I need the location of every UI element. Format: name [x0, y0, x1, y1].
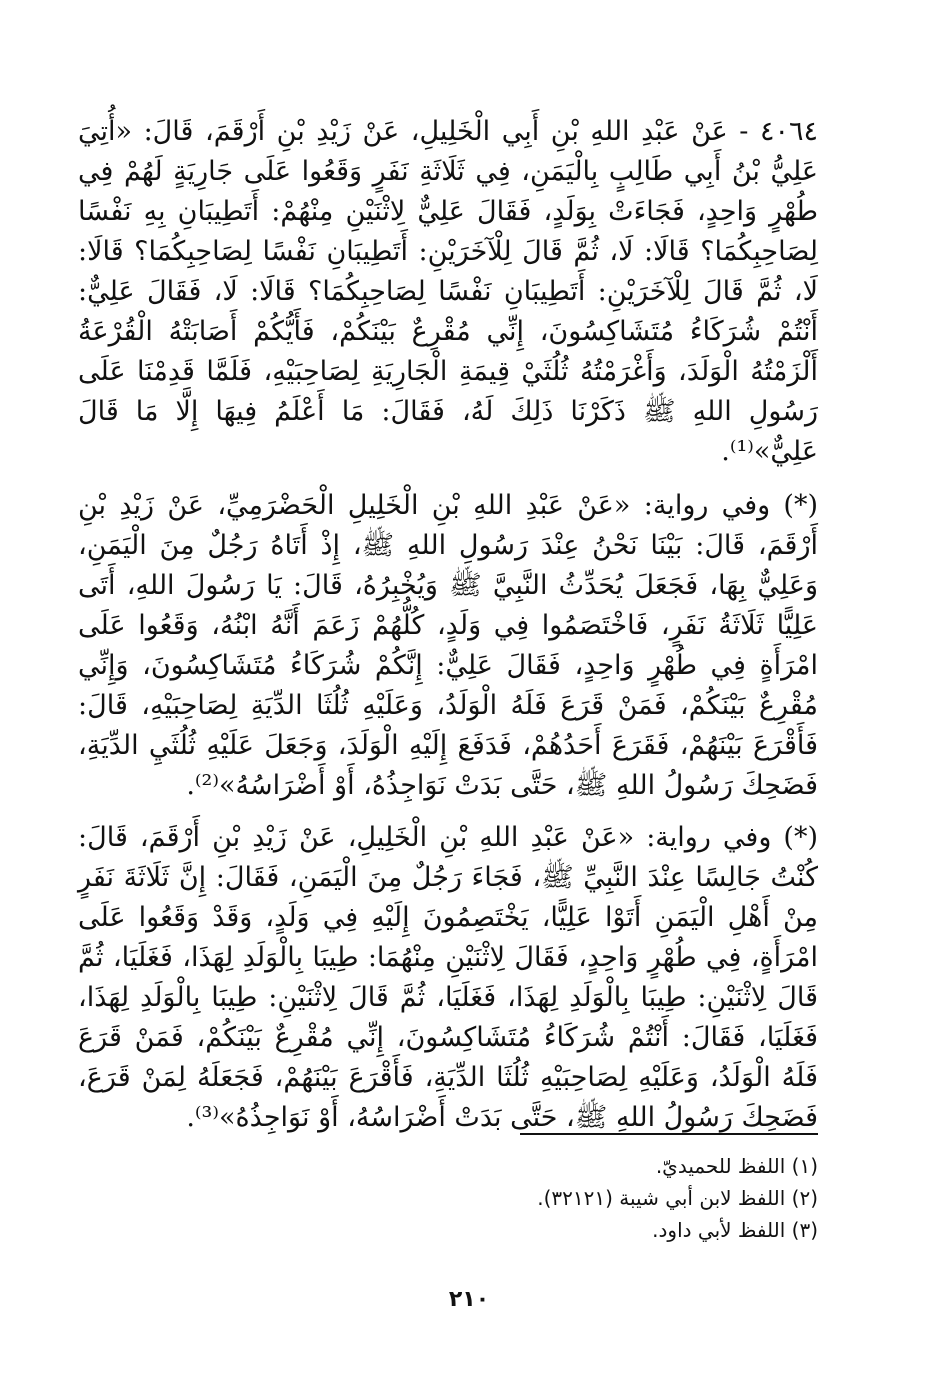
narration-paragraph-2: (*) وفي رواية: «عَنْ عَبْدِ اللهِ بْنِ الْخَلِيلِ الْحَضْرَمِيِّ، عَنْ زَيْدِ بْنِ أَرْقَمَ، قَالَ: بَيْنَا نَحْنُ عِنْدَ رَسُولِ اللهِ ﷺ، إِذْ أَتَاهُ رَجُلٌ مِنَ الْيَمَنِ، وَعَلِيٌّ بِهَا، فَجَعَلَ يُحَدِّثُ النَّبِيَّ ﷺ وَيُخْبِرُهُ، قَالَ: يَا رَسُولَ اللهِ، أَتَى عَلِيًّا ثَلَاثَةُ نَفَرٍ، فَاخْتَصَمُوا فِي وَلَدٍ، كُلُّهُمْ زَعَمَ أَنَّهُ ابْنُهُ، وَقَعُوا عَلَى امْرَأَةٍ فِي طُهْرٍ وَاحِدٍ، فَقَالَ عَلِيٌّ: إِنَّكُمْ شُرَكَاءُ مُتَشَاكِسُونَ، وَإِنِّي مُقْرِعٌ بَيْنَكُمْ، فَمَنْ قَرَعَ فَلَهُ الْوَلَدُ، وَعَلَيْهِ ثُلُثَا الدِّيَةِ لِصَاحِبَيْهِ، قَالَ: فَأَقْرَعَ بَيْنَهُمْ، فَقَرَعَ أَحَدُهُمْ، فَدَفَعَ إِلَيْهِ الْوَلَدَ، وَجَعَلَ عَلَيْهِ ثُلُثَيِ الدِّيَةِ، فَضَحِكَ رَسُولُ اللهِ ﷺ، حَتَّى بَدَتْ نَوَاجِذُهُ، أَوْ أَضْرَاسُهُ»⁽²⁾. [78, 490, 818, 801]
hadith-main-paragraph: ٤٠٦٤ - عَنْ عَبْدِ اللهِ بْنِ أَبِي الْخَلِيلِ، عَنْ زَيْدِ بْنِ أَرْقَمَ، قَالَ: «أُتِيَ عَلِيُّ بْنُ أَبِي طَالِبٍ بِالْيَمَنِ، فِي ثَلَاثَةِ نَفَرٍ وَقَعُوا عَلَى جَارِيَةٍ لَهُمْ فِي طُهْرٍ وَاحِدٍ، فَجَاءَتْ بِوَلَدٍ، فَقَالَ عَلِيٌّ لِاثْنَيْنِ مِنْهُمْ: أَتَطِيبَانِ بِهِ نَفْسًا لِصَاحِبِكُمَا؟ قَالَا: لَا، ثُمَّ قَالَ لِلْآخَرَيْنِ: أَتَطِيبَانِ نَفْسًا لِصَاحِبِكُمَا؟ قَالَا: لَا، ثُمَّ قَالَ لِلْآخَرَيْنِ: أَتَطِيبَانِ نَفْسًا لِصَاحِبِكُمَا؟ قَالَا: لَا، فَقَالَ عَلِيٌّ: أَنْتُمْ شُرَكَاءُ مُتَشَاكِسُونَ، إِنِّي مُقْرِعٌ بَيْنَكُمْ، فَأَيُّكُمْ أَصَابَتْهُ الْقُرْعَةُ أَلْزَمْتُهُ الْوَلَدَ، وَأَغْرَمْتُهُ ثُلُثَيْ قِيمَةِ الْجَارِيَةِ لِصَاحِبَيْهِ، فَلَمَّا قَدِمْنَا عَلَى رَسُولِ اللهِ ﷺ ذَكَرْنَا ذَلِكَ لَهُ، فَقَالَ: مَا أَعْلَمُ فِيهَا إِلَّا مَا قَالَ عَلِيٌّ»⁽¹⁾. [78, 116, 819, 467]
footnotes [78, 1150, 818, 1246]
footnote-divider [520, 1133, 818, 1135]
narration-paragraph-3: (*) وفي رواية: «عَنْ عَبْدِ اللهِ بْنِ الْخَلِيلِ، عَنْ زَيْدِ بْنِ أَرْقَمَ، قَالَ: كُنْتُ جَالِسًا عِنْدَ النَّبِيِّ ﷺ، فَجَاءَ رَجُلٌ مِنَ الْيَمَنِ، فَقَالَ: إِنَّ ثَلَاثَةَ نَفَرٍ مِنْ أَهْلِ الْيَمَنِ أَتَوْا عَلِيًّا، يَخْتَصِمُونَ إِلَيْهِ فِي وَلَدٍ، وَقَدْ وَقَعُوا عَلَى امْرَأَةٍ، فِي طُهْرٍ وَاحِدٍ، فَقَالَ لِاثْنَيْنِ مِنْهُمَا: طِيبَا بِالْوَلَدِ لِهَذَا، فَغَلَيَا، ثُمَّ قَالَ لِاثْنَيْنِ: طِيبَا بِالْوَلَدِ لِهَذَا، فَغَلَيَا، ثُمَّ قَالَ لِاثْنَيْنِ: طِيبَا بِالْوَلَدِ لِهَذَا، فَغَلَيَا، فَقَالَ: أَنْتُمْ شُرَكَاءُ مُتَشَاكِسُونَ، إِنِّي مُقْرِعٌ بَيْنَكُمْ، فَمَنْ قَرَعَ فَلَهُ الْوَلَدُ، وَعَلَيْهِ لِصَاحِبَيْهِ ثُلُثَا الدِّيَةِ، فَأَقْرَعَ بَيْنَهُمْ، فَجَعَلَهُ لِمَنْ قَرَعَ، فَضَحِكَ رَسُولُ اللهِ ﷺ، حَتَّى بَدَتْ أَضْرَاسُهُ، أَوْ نَوَاجِذُهُ»⁽³⁾. [78, 822, 818, 1133]
page-number: ٢١٠ [448, 1287, 490, 1312]
footnote-1: (١) اللفظ للحميديّ. [655, 1154, 818, 1178]
hadith-text [78, 112, 818, 1150]
footnote-3: (٣) اللفظ لأبي داود. [652, 1218, 818, 1242]
footnote-2: (٢) اللفظ لابن أبي شيبة (٣٢١٢١). [537, 1186, 818, 1210]
